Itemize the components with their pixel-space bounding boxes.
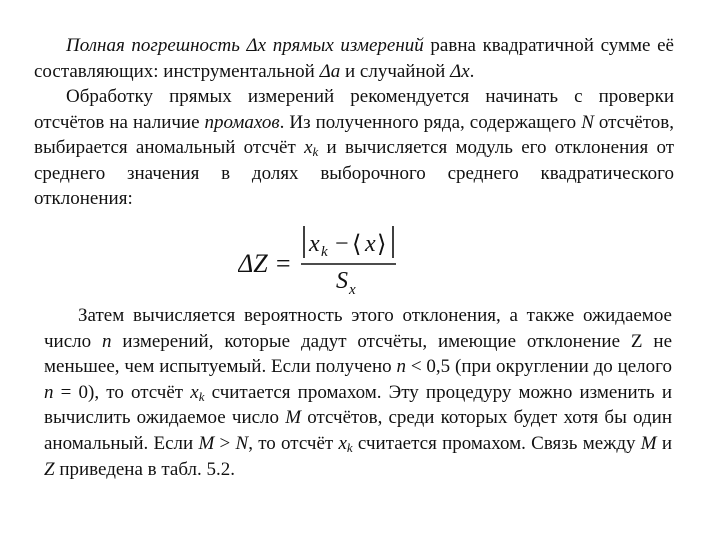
text-fragment: и вычисляется модуль его отклонения от среднего значения в долях выборочного среднего квадратического отклонения: [34,137,674,209]
subscript-k: k [312,144,319,159]
text-fragment: . [469,60,475,82]
text-fragment: = 0), то отсчёт [53,381,191,403]
numerator-mean-x: x [365,231,376,257]
symbol-delta-a: Δa [319,60,341,82]
text-fragment: > [214,432,236,454]
paragraph-probability [44,303,672,482]
text-fragment: приведена в табл. 5.2. [54,458,236,480]
text-fragment: считается промахом. Связь между [352,432,641,454]
subscript-k: k [346,439,353,455]
numerator-x: x [309,231,320,257]
symbol-delta-x: Δx [450,60,470,82]
paragraph-processing [34,84,674,212]
subscript-k: k [198,388,205,404]
symbol-delta-x: Δx [246,35,267,56]
symbol-Z: Z [44,458,55,480]
text-fragment: равна квадратичной сумме её составляющих: инструментальной [34,35,674,82]
symbol-M: M [640,432,657,454]
symbol-N: N [581,111,594,133]
symbol-n: n [44,381,54,403]
symbol-n: n [396,356,406,378]
paragraph-total-error [34,33,674,84]
text-fragment: и случайной [340,60,451,82]
symbol-x: x [304,137,313,158]
term-outliers: промахов [204,111,280,133]
text-fragment: , то отсчёт [248,432,339,454]
symbol-M: M [285,407,302,429]
numerator-subscript-k: k [321,244,328,260]
text-fragment: измерений, которые дадут отсчёты, имеющие отклонение Z не меньшее, чем испытуемый. Если получено [44,330,672,378]
symbol-x: x [190,381,199,403]
text-fragment: и [656,432,673,454]
symbol-M: M [198,432,215,454]
angle-bracket-left: ⟨ [352,230,362,258]
text-fragment: . Из полученного ряда, содержащего [279,111,582,133]
angle-bracket-right: ⟩ [377,230,387,258]
text-fragment: отсчётов, среди которых будет хотя бы один аномальный. Если [44,407,672,454]
text-fragment: < 0,5 (при округлении до целого [406,356,672,378]
denominator-S: S [336,268,348,294]
symbol-n: n [102,330,112,352]
text-fragment: отсчётов, выбирается аномальный отсчёт [34,111,674,158]
numerator-minus: − [335,231,349,257]
formula-delta-z [238,226,438,296]
text-fragment: считается промахом. Эту процедуру можно изменить и вычислить ожидаемое число [44,381,672,429]
denominator-subscript-x: x [349,282,356,296]
symbol-N: N [235,432,249,454]
text-fragment: Обработку прямых измерений рекомендуется начинать с проверки отсчётов на наличие [34,86,674,133]
term-direct-measurements: прямых измерений [266,35,424,56]
formula-lhs: ΔZ = [238,249,292,278]
text-fragment: Затем вычисляется вероятность этого отклонения, а также ожидаемое число [44,305,672,352]
formula-svg [238,226,438,296]
symbol-x: x [338,432,347,454]
term-total-error: Полная погрешность [66,35,247,56]
